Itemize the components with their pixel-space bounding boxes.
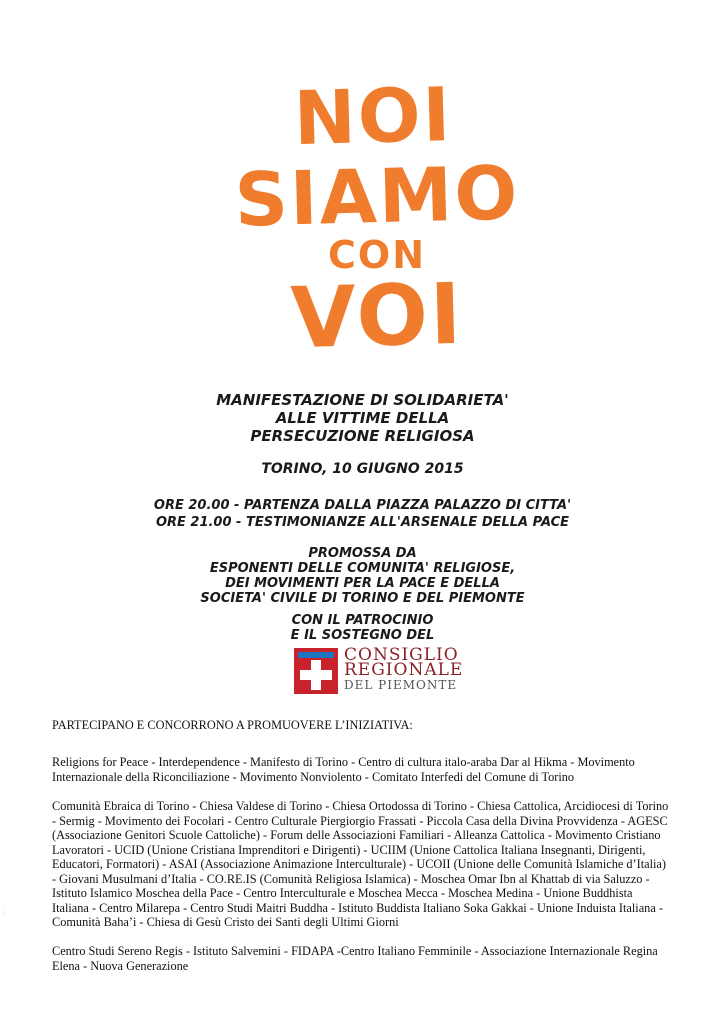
participants-paragraph: Centro Studi Sereno Regis - Istituto Salvemini - FIDAPA -Centro Italiano Femminile - Associazione Internazionale Regina Elena - Nuova Generazione: [52, 944, 658, 973]
title-line-con: CON: [328, 233, 426, 277]
participants-paragraph: Religions for Peace - Interdependence - Manifesto di Torino - Centro di cultura italo-araba Dar al Hikma - Movimento Internazionale della Riconciliazione - Movimento Nonviolento - Comitato Interfedi del Comune di Torino: [52, 755, 635, 784]
schedule-item: ORE 21.00 - TESTIMONIANZE ALL'ARSENALE DELLA PACE: [155, 515, 570, 530]
patronage-line: E IL SOSTEGNO DEL: [290, 628, 435, 643]
promoted-line: SOCIETA' CIVILE DI TORINO E DEL PIEMONTE: [200, 591, 525, 606]
margin-mark: · ·: [4, 904, 6, 916]
event-schedule: [0, 497, 725, 531]
schedule-item: ORE 20.00 - PARTENZA DALLA PIAZZA PALAZZO DI CITTA': [153, 498, 572, 513]
event-date: TORINO, 10 GIUGNO 2015: [261, 461, 464, 477]
logo-text: [344, 645, 464, 693]
promoted-line: DEI MOVIMENTI PER LA PACE E DELLA: [225, 576, 500, 591]
event-description: [0, 391, 725, 445]
logo-line: CONSIGLIO: [344, 645, 459, 665]
promoted-line: PROMOSSA DA: [308, 546, 417, 561]
poster-title: [232, 71, 522, 368]
event-line: ALLE VITTIME DELLA: [275, 409, 450, 427]
event-line: MANIFESTAZIONE DI SOLIDARIETA': [216, 391, 509, 409]
logo-line: REGIONALE: [344, 660, 464, 680]
title-line-siamo: SIAMO: [233, 150, 521, 244]
logo-line: DEL PIEMONTE: [344, 678, 458, 692]
piemonte-shield-icon: [294, 648, 338, 694]
promoted-line: ESPONENTI DELLE COMUNITA' RELIGIOSE,: [209, 561, 516, 576]
consiglio-regionale-logo: [294, 645, 464, 696]
patronage-line: CON IL PATROCINIO: [291, 613, 434, 628]
patronage: [0, 613, 725, 643]
promoted-by: [0, 546, 725, 606]
title-line-noi: NOI: [292, 71, 454, 163]
event-line: PERSECUZIONE RELIGIOSA: [250, 427, 475, 445]
participants-paragraph: Comunità Ebraica di Torino - Chiesa Valdese di Torino - Chiesa Ortodossa di Torino - Chiesa Cattolica, Arcidiocesi di Torino - Sermig - Movimento dei Focolari - Centro Culturale Piergiorgio Frassati - Piccola Casa della Divina Provvidenza - AGESC (Associazione Genitori Scuole Cattoliche) - Forum delle Associazioni Familiari - Alleanza Cattolica - Movimento Cristiano Lavoratori - UCID (Unione Cristiana Imprenditori e Dirigenti) - UCIIM (Unione Cattolica Italiana Insegnanti, Dirigenti, Educatori, Formatori) - ASAI (Associazione Animazione Interculturale) - UCOII (Unione delle Comunità Islamiche d’Italia) - Giovani Musulmani d’Italia - CO.RE.IS (Comunità Religiosa Islamica) - Moschea Omar Ibn al Khattab di via Saluzzo - Istituto Islamico Moschea della Pace - Centro Interculturale e Moschea Mecca - Moschea Medina - Unione Buddhista Italiana - Centro Milarepa - Centro Studi Maitri Buddha - Istituto Buddista Italiano Soka Gakkai - Unione Induista Italiana - Comunità Baha’i - Chiesa di Gesù Cristo dei Santi degli Ultimi Giorni: [52, 799, 669, 929]
participants-heading: PARTECIPANO E CONCORRONO A PROMUOVERE L’INIZIATIVA:: [52, 718, 413, 732]
title-line-voi: VOI: [289, 264, 465, 368]
